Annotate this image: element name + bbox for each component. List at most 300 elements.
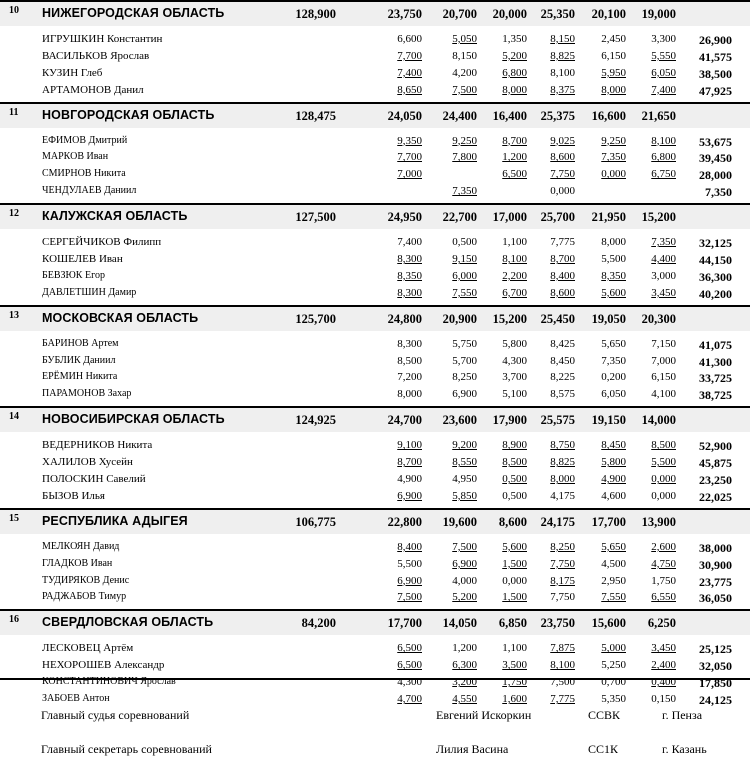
athlete-apparatus-score: 5,750	[452, 337, 477, 350]
team-apparatus-score: 19,600	[442, 514, 477, 529]
athlete-apparatus-score: 8,600	[550, 151, 575, 164]
athlete-total: 44,150	[699, 253, 732, 268]
athlete-apparatus-score: 7,350	[651, 236, 676, 249]
team-apparatus-score: 17,900	[492, 413, 527, 428]
team-name: НОВГОРОДСКАЯ ОБЛАСТЬ	[42, 107, 215, 122]
athlete-apparatus-score: 1,200	[502, 151, 527, 164]
athlete-apparatus-score: 6,550	[651, 591, 676, 604]
athlete-name: ТУДИРЯКОВ Денис	[42, 574, 130, 586]
team-apparatus-score: 17,700	[591, 514, 626, 529]
athlete-apparatus-score: 7,750	[550, 557, 575, 570]
athlete-apparatus-score: 6,750	[651, 168, 676, 181]
official-category: СС1К	[588, 742, 619, 756]
athlete-apparatus-score: 5,500	[601, 253, 626, 266]
athlete-apparatus-score: 0,200	[601, 371, 626, 384]
team-block	[0, 508, 750, 610]
team-apparatus-score: 25,700	[540, 210, 575, 225]
athlete-name: СЕРГЕЙЧИКОВ Филипп	[42, 236, 162, 249]
athlete-row	[0, 574, 750, 591]
athlete-apparatus-score: 8,350	[397, 269, 422, 282]
athlete-apparatus-score: 4,550	[452, 693, 477, 706]
athlete-row	[0, 66, 750, 83]
athlete-row	[0, 370, 750, 387]
team-total: 106,775	[295, 514, 336, 529]
team-apparatus-score: 23,600	[442, 413, 477, 428]
athlete-apparatus-score: 7,700	[397, 49, 422, 62]
athlete-apparatus-score: 9,250	[452, 134, 477, 147]
athlete-apparatus-score: 5,350	[601, 693, 626, 706]
athlete-apparatus-score: 8,000	[550, 473, 575, 486]
athlete-apparatus-score: 6,800	[651, 151, 676, 164]
team-apparatus-score: 22,800	[387, 514, 422, 529]
athlete-apparatus-score: 6,000	[452, 269, 477, 282]
athlete-apparatus-score: 8,600	[550, 286, 575, 299]
athlete-apparatus-score: 8,150	[550, 33, 575, 45]
athlete-apparatus-score: 4,200	[452, 66, 477, 79]
athlete-apparatus-score: 8,500	[502, 456, 527, 469]
athlete-apparatus-score: 0,500	[452, 236, 477, 249]
athlete-apparatus-score: 7,750	[550, 591, 575, 604]
athlete-apparatus-score: 1,100	[502, 236, 527, 249]
athlete-apparatus-score: 0,150	[651, 693, 676, 706]
athlete-apparatus-score: 0,000	[502, 574, 527, 587]
athlete-apparatus-score: 7,000	[651, 354, 676, 367]
athlete-total: 52,900	[699, 439, 732, 454]
athlete-total: 36,300	[699, 269, 732, 284]
team-header-row	[0, 305, 750, 331]
athlete-apparatus-score: 5,100	[502, 388, 527, 401]
team-total: 128,475	[295, 108, 336, 123]
athlete-name: ЛЕСКОВЕЦ Артём	[42, 642, 134, 655]
official-name: Лилия Васина	[436, 742, 509, 756]
athlete-apparatus-score: 8,300	[397, 253, 422, 266]
athlete-apparatus-score: 4,900	[601, 473, 626, 486]
athlete-apparatus-score: 8,825	[550, 49, 575, 62]
table-bottom-rule	[0, 678, 750, 680]
athlete-apparatus-score: 3,000	[651, 269, 676, 282]
team-header-row	[0, 0, 750, 26]
athlete-row	[0, 32, 750, 49]
athlete-apparatus-score: 7,500	[550, 676, 575, 689]
athlete-total: 41,075	[699, 337, 732, 352]
team-apparatus-score: 8,600	[498, 514, 527, 529]
athlete-name: КОНСТАНТИНОВИЧ Ярослав	[42, 676, 176, 688]
athlete-apparatus-score: 2,950	[601, 574, 626, 587]
athlete-apparatus-score: 8,750	[550, 439, 575, 452]
team-apparatus-score: 6,250	[647, 616, 676, 631]
team-apparatus-score: 20,100	[591, 7, 626, 21]
team-name: НИЖЕГОРОДСКАЯ ОБЛАСТЬ	[42, 6, 225, 20]
athlete-total: 25,125	[699, 642, 732, 657]
team-apparatus-score: 17,700	[387, 616, 422, 631]
athlete-name: ДАВЛЕТШИН Дамир	[42, 286, 137, 298]
athlete-apparatus-score: 0,000	[651, 473, 676, 486]
athlete-apparatus-score: 7,200	[397, 371, 422, 384]
athlete-apparatus-score: 7,800	[452, 151, 477, 164]
athlete-apparatus-score: 8,225	[550, 371, 575, 384]
athlete-name: БУБЛИК Даниил	[42, 354, 116, 366]
athlete-apparatus-score: 5,000	[601, 642, 626, 655]
athlete-apparatus-score: 7,150	[651, 337, 676, 350]
athlete-name: ГЛАДКОВ Иван	[42, 557, 113, 569]
athlete-apparatus-score: 8,700	[397, 456, 422, 469]
athlete-apparatus-score: 5,250	[601, 659, 626, 672]
athlete-name: КУЗИН Глеб	[42, 66, 103, 79]
athlete-apparatus-score: 1,750	[502, 676, 527, 689]
athlete-apparatus-score: 8,000	[397, 388, 422, 401]
athlete-name: СМИРНОВ Никита	[42, 168, 126, 180]
athlete-name: БЫЗОВ Илья	[42, 489, 105, 502]
athlete-list	[0, 534, 750, 610]
team-rank: 14	[9, 411, 19, 423]
athlete-apparatus-score: 5,650	[601, 337, 626, 350]
team-apparatus-score: 23,750	[540, 616, 575, 631]
athlete-name: ЧЕНДУЛАЕВ Даниил	[42, 185, 137, 197]
athlete-name: ЕФИМОВ Дмитрий	[42, 134, 128, 146]
athlete-apparatus-score: 6,900	[452, 557, 477, 570]
athlete-apparatus-score: 6,050	[651, 66, 676, 79]
athlete-apparatus-score: 5,500	[651, 456, 676, 469]
official-city: г. Пенза	[662, 708, 703, 722]
athlete-apparatus-score: 8,450	[550, 354, 575, 367]
official-role: Главный судья соревнований	[41, 708, 190, 722]
athlete-apparatus-score: 7,500	[452, 83, 477, 96]
official-city: г. Казань	[662, 742, 707, 756]
athlete-apparatus-score: 4,600	[601, 489, 626, 502]
athlete-list	[0, 26, 750, 102]
athlete-name: МАРКОВ Иван	[42, 151, 109, 163]
athlete-apparatus-score: 5,550	[651, 49, 676, 62]
athlete-apparatus-score: 5,950	[601, 66, 626, 79]
athlete-apparatus-score: 0,400	[651, 676, 676, 689]
team-rank: 15	[9, 512, 19, 524]
team-total: 127,500	[295, 210, 336, 225]
official-name: Евгений Искоркин	[436, 708, 532, 722]
athlete-list	[0, 635, 750, 711]
athlete-apparatus-score: 6,150	[601, 49, 626, 62]
athlete-apparatus-score: 5,650	[601, 540, 626, 553]
athlete-row	[0, 150, 750, 167]
athlete-apparatus-score: 3,450	[651, 642, 676, 655]
team-apparatus-score: 19,050	[591, 311, 626, 326]
team-apparatus-score: 21,950	[591, 210, 626, 225]
athlete-row	[0, 472, 750, 489]
team-apparatus-score: 6,850	[498, 616, 527, 631]
team-apparatus-score: 17,000	[492, 210, 527, 225]
team-block	[0, 609, 750, 711]
team-apparatus-score: 14,000	[641, 413, 676, 428]
team-rank: 13	[9, 309, 19, 321]
athlete-name: АРТАМОНОВ Данил	[42, 83, 144, 96]
team-block	[0, 0, 750, 102]
athlete-apparatus-score: 8,700	[550, 253, 575, 266]
athlete-apparatus-score: 6,300	[452, 659, 477, 672]
athlete-apparatus-score: 1,500	[502, 557, 527, 570]
athlete-apparatus-score: 3,700	[502, 371, 527, 384]
athlete-total: 38,500	[699, 66, 732, 81]
athlete-total: 23,775	[699, 574, 732, 589]
athlete-apparatus-score: 7,700	[397, 151, 422, 164]
athlete-apparatus-score: 4,700	[397, 693, 422, 706]
athlete-row	[0, 455, 750, 472]
athlete-total: 53,675	[699, 134, 732, 149]
athlete-apparatus-score: 4,400	[651, 253, 676, 266]
athlete-apparatus-score: 6,900	[397, 489, 422, 502]
athlete-apparatus-score: 9,350	[397, 134, 422, 147]
athlete-name: НЕХОРОШЕВ Александр	[42, 659, 165, 672]
team-apparatus-score: 24,700	[387, 413, 422, 428]
athlete-apparatus-score: 0,000	[651, 489, 676, 502]
athlete-apparatus-score: 6,900	[397, 574, 422, 587]
team-apparatus-score: 24,400	[442, 108, 477, 123]
team-total: 84,200	[301, 616, 336, 631]
athlete-name: ИГРУШКИН Константин	[42, 33, 163, 45]
athlete-apparatus-score: 0,000	[601, 168, 626, 181]
athlete-apparatus-score: 6,500	[397, 642, 422, 655]
athlete-apparatus-score: 1,750	[651, 574, 676, 587]
athlete-apparatus-score: 4,500	[601, 557, 626, 570]
athlete-total: 17,850	[699, 676, 732, 691]
athlete-row	[0, 184, 750, 201]
athlete-row	[0, 134, 750, 151]
athlete-list	[0, 229, 750, 305]
athlete-row	[0, 590, 750, 607]
team-apparatus-score: 20,300	[641, 311, 676, 326]
team-apparatus-score: 24,950	[387, 210, 422, 225]
athlete-row	[0, 641, 750, 658]
athlete-row	[0, 438, 750, 455]
athlete-apparatus-score: 3,500	[502, 659, 527, 672]
team-header-row	[0, 102, 750, 128]
athlete-name: КОШЕЛЕВ Иван	[42, 253, 123, 266]
athlete-total: 38,725	[699, 388, 732, 403]
athlete-apparatus-score: 6,700	[502, 286, 527, 299]
athlete-apparatus-score: 8,000	[601, 236, 626, 249]
athlete-row	[0, 252, 750, 269]
athlete-apparatus-score: 7,400	[397, 66, 422, 79]
athlete-apparatus-score: 8,100	[651, 134, 676, 147]
athlete-apparatus-score: 5,700	[452, 354, 477, 367]
team-apparatus-score: 21,650	[641, 108, 676, 123]
athlete-apparatus-score: 7,550	[452, 286, 477, 299]
team-rank: 16	[9, 614, 19, 626]
athlete-apparatus-score: 0,500	[502, 489, 527, 502]
team-block	[0, 406, 750, 508]
athlete-name: РАДЖАБОВ Тимур	[42, 591, 127, 603]
athlete-apparatus-score: 7,750	[550, 168, 575, 181]
athlete-apparatus-score: 8,500	[651, 439, 676, 452]
athlete-apparatus-score: 6,800	[502, 66, 527, 79]
athlete-apparatus-score: 5,500	[397, 557, 422, 570]
team-apparatus-score: 20,900	[442, 311, 477, 326]
athlete-apparatus-score: 6,150	[651, 371, 676, 384]
athlete-apparatus-score: 9,250	[601, 134, 626, 147]
athlete-apparatus-score: 5,850	[452, 489, 477, 502]
official-role: Главный секретарь соревнований	[41, 742, 212, 756]
team-name: НОВОСИБИРСКАЯ ОБЛАСТЬ	[42, 412, 225, 427]
athlete-apparatus-score: 8,400	[550, 269, 575, 282]
athlete-apparatus-score: 4,175	[550, 489, 575, 502]
athlete-apparatus-score: 3,450	[651, 286, 676, 299]
team-header-row	[0, 508, 750, 534]
athlete-name: ХАЛИЛОВ Хусейн	[42, 456, 133, 469]
athlete-name: ЕРЁМИН Никита	[42, 371, 118, 383]
athlete-apparatus-score: 1,350	[502, 33, 527, 45]
athlete-apparatus-score: 8,300	[397, 337, 422, 350]
athlete-apparatus-score: 8,100	[502, 253, 527, 266]
athlete-apparatus-score: 9,150	[452, 253, 477, 266]
team-apparatus-score: 25,575	[540, 413, 575, 428]
athlete-row	[0, 49, 750, 66]
athlete-row	[0, 692, 750, 709]
athlete-apparatus-score: 7,400	[397, 236, 422, 249]
team-apparatus-score: 16,400	[492, 108, 527, 123]
athlete-apparatus-score: 8,825	[550, 456, 575, 469]
team-total: 124,925	[295, 413, 336, 428]
team-apparatus-score: 15,200	[641, 210, 676, 225]
athlete-total: 24,125	[699, 693, 732, 708]
athlete-apparatus-score: 9,100	[397, 439, 422, 452]
athlete-name: ПОЛОСКИН Савелий	[42, 473, 146, 486]
athlete-name: ВЕДЕРНИКОВ Никита	[42, 439, 153, 452]
athlete-apparatus-score: 4,950	[452, 473, 477, 486]
athlete-apparatus-score: 8,300	[397, 286, 422, 299]
athlete-total: 47,925	[699, 83, 732, 98]
official-category: ССВК	[588, 708, 621, 722]
athlete-name: БАРИНОВ Артем	[42, 337, 119, 349]
athlete-apparatus-score: 5,200	[502, 49, 527, 62]
athlete-apparatus-score: 8,425	[550, 337, 575, 350]
athlete-apparatus-score: 7,350	[601, 151, 626, 164]
team-rank: 10	[9, 5, 19, 16]
athlete-apparatus-score: 8,100	[550, 66, 575, 79]
athlete-apparatus-score: 1,100	[502, 642, 527, 655]
athlete-row	[0, 83, 750, 100]
athlete-apparatus-score: 7,775	[550, 693, 575, 706]
team-apparatus-score: 25,375	[540, 108, 575, 123]
team-rank: 11	[9, 106, 19, 118]
athlete-total: 33,725	[699, 371, 732, 386]
team-apparatus-score: 19,150	[591, 413, 626, 428]
athlete-list	[0, 331, 750, 407]
athlete-apparatus-score: 2,200	[502, 269, 527, 282]
team-apparatus-score: 19,000	[641, 7, 676, 21]
team-apparatus-score: 24,175	[540, 514, 575, 529]
athlete-total: 45,875	[699, 456, 732, 471]
athlete-apparatus-score: 8,700	[502, 134, 527, 147]
athlete-total: 26,900	[699, 33, 732, 47]
athlete-apparatus-score: 5,800	[502, 337, 527, 350]
athlete-apparatus-score: 4,100	[651, 388, 676, 401]
team-apparatus-score: 23,750	[387, 7, 422, 21]
athlete-apparatus-score: 4,300	[397, 676, 422, 689]
athlete-apparatus-score: 8,375	[550, 83, 575, 96]
athlete-apparatus-score: 8,900	[502, 439, 527, 452]
athlete-apparatus-score: 8,000	[502, 83, 527, 96]
athlete-name: БЕВЗЮК Егор	[42, 269, 105, 281]
athlete-apparatus-score: 8,175	[550, 574, 575, 587]
athlete-apparatus-score: 6,050	[601, 388, 626, 401]
athlete-apparatus-score: 3,300	[651, 33, 676, 45]
athlete-apparatus-score: 7,775	[550, 236, 575, 249]
team-name: КАЛУЖСКАЯ ОБЛАСТЬ	[42, 209, 188, 224]
athlete-apparatus-score: 6,600	[397, 33, 422, 45]
team-block	[0, 102, 750, 204]
athlete-apparatus-score: 5,600	[502, 540, 527, 553]
athlete-row	[0, 354, 750, 371]
athlete-apparatus-score: 9,025	[550, 134, 575, 147]
team-name: МОСКОВСКАЯ ОБЛАСТЬ	[42, 310, 199, 325]
athlete-total: 7,350	[705, 185, 732, 200]
athlete-name: ПАРАМОНОВ Захар	[42, 388, 132, 400]
team-name: РЕСПУБЛИКА АДЫГЕЯ	[42, 513, 188, 528]
athlete-row	[0, 269, 750, 286]
athlete-name: ЗАБОЕВ Антон	[42, 693, 110, 705]
athlete-apparatus-score: 7,500	[397, 591, 422, 604]
athlete-apparatus-score: 4,000	[452, 574, 477, 587]
athlete-apparatus-score: 2,450	[601, 33, 626, 45]
team-block	[0, 203, 750, 305]
athlete-apparatus-score: 8,150	[452, 49, 477, 62]
athlete-row	[0, 540, 750, 557]
athlete-apparatus-score: 5,200	[452, 591, 477, 604]
athlete-total: 30,900	[699, 557, 732, 572]
athlete-apparatus-score: 4,300	[502, 354, 527, 367]
athlete-apparatus-score: 4,750	[651, 557, 676, 570]
athlete-total: 41,300	[699, 354, 732, 369]
team-apparatus-score: 20,700	[442, 7, 477, 21]
team-total: 125,700	[295, 311, 336, 326]
athlete-apparatus-score: 6,900	[452, 388, 477, 401]
athlete-apparatus-score: 8,100	[550, 659, 575, 672]
athlete-apparatus-score: 7,350	[601, 354, 626, 367]
athlete-apparatus-score: 8,250	[452, 371, 477, 384]
team-header-row	[0, 203, 750, 229]
athlete-apparatus-score: 7,550	[601, 591, 626, 604]
athlete-apparatus-score: 0,000	[550, 185, 575, 198]
athlete-apparatus-score: 2,600	[651, 540, 676, 553]
team-apparatus-score: 15,200	[492, 311, 527, 326]
athlete-name: ВАСИЛЬКОВ Ярослав	[42, 49, 150, 62]
athlete-apparatus-score: 8,550	[452, 456, 477, 469]
team-apparatus-score: 24,800	[387, 311, 422, 326]
athlete-apparatus-score: 6,500	[502, 168, 527, 181]
athlete-total: 39,450	[699, 151, 732, 166]
athlete-row	[0, 337, 750, 354]
athlete-row	[0, 557, 750, 574]
athlete-apparatus-score: 1,200	[452, 642, 477, 655]
official-row	[0, 708, 750, 726]
team-header-row	[0, 609, 750, 635]
team-name: СВЕРДЛОВСКАЯ ОБЛАСТЬ	[42, 615, 214, 630]
athlete-apparatus-score: 3,200	[452, 676, 477, 689]
team-header-row	[0, 406, 750, 432]
athlete-row	[0, 387, 750, 404]
team-apparatus-score: 14,050	[442, 616, 477, 631]
athlete-list	[0, 432, 750, 508]
athlete-apparatus-score: 1,500	[502, 591, 527, 604]
athlete-apparatus-score: 8,650	[397, 83, 422, 96]
team-apparatus-score: 20,000	[492, 7, 527, 21]
athlete-apparatus-score: 7,000	[397, 168, 422, 181]
athlete-total: 32,050	[699, 659, 732, 674]
athlete-apparatus-score: 0,500	[502, 473, 527, 486]
athlete-row	[0, 235, 750, 252]
athlete-row	[0, 489, 750, 506]
team-block	[0, 305, 750, 407]
athlete-apparatus-score: 1,600	[502, 693, 527, 706]
athlete-total: 22,025	[699, 489, 732, 504]
